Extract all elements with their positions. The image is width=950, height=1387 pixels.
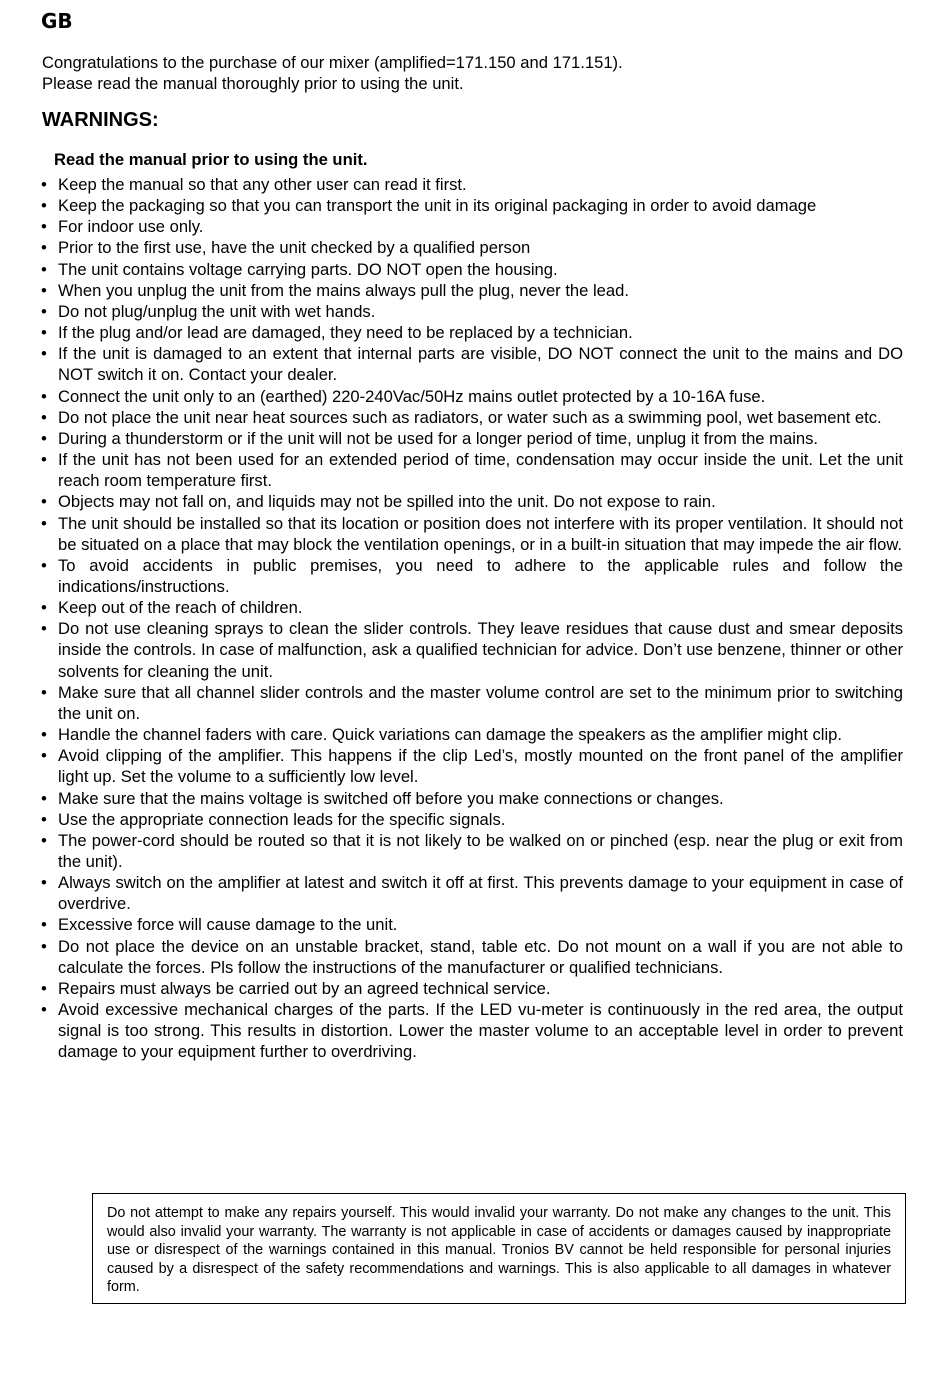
warning-text: Avoid clipping of the amplifier. This happens if the clip Led’s, mostly mounted on the front panel of the amplifier light up. Set the volume to a sufficiently low level. (58, 746, 903, 787)
warning-item (0, 618, 950, 681)
warning-item (0, 978, 950, 999)
warning-item (0, 555, 950, 597)
bullet-icon: • (41, 217, 47, 237)
bullet-icon: • (41, 1000, 47, 1020)
warning-item (0, 597, 950, 618)
intro-line: Please read the manual thoroughly prior to using the unit. (42, 74, 464, 94)
warning-text: When you unplug the unit from the mains always pull the plug, never the lead. (58, 280, 629, 300)
bullet-icon: • (41, 280, 47, 300)
warning-item (0, 386, 950, 407)
warning-item (0, 407, 950, 428)
warning-item (0, 830, 950, 872)
bullet-icon: • (41, 746, 47, 766)
warning-item (0, 745, 950, 787)
warning-text: The power-cord should be routed so that it is not likely to be walked on or pinched (esp. near the plug or exit from the unit). (58, 830, 903, 871)
warning-item (0, 301, 950, 322)
warning-text: Make sure that all channel slider controls and the master volume control are set to the minimum prior to switching the unit on. (58, 682, 903, 723)
bullet-icon: • (41, 196, 47, 216)
bullet-icon: • (41, 555, 47, 575)
warning-item (0, 174, 950, 195)
warning-item (0, 195, 950, 216)
warning-text: Do not use cleaning sprays to clean the slider controls. They leave residues that cause dust and smear deposits inside the controls. In case of malfunction, ask a qualified technician for advice. Don’t use benzene, thinner or other solvents for cleaning the unit. (58, 619, 903, 681)
warning-text: Connect the unit only to an (earthed) 220-240Vac/50Hz mains outlet protected by a 10-16A fuse. (58, 386, 766, 406)
bullet-icon: • (41, 513, 47, 533)
bullet-icon: • (41, 809, 47, 829)
warning-text: The unit contains voltage carrying parts. DO NOT open the housing. (58, 259, 558, 279)
bullet-icon: • (41, 682, 47, 702)
warning-item (0, 237, 950, 258)
warning-text: Make sure that the mains voltage is switched off before you make connections or changes. (58, 788, 724, 808)
bullet-icon: • (41, 978, 47, 998)
warning-item (0, 491, 950, 512)
bullet-icon: • (41, 598, 47, 618)
warning-text: Objects may not fall on, and liquids may not be spilled into the unit. Do not expose to rain. (58, 492, 716, 512)
intro-text (42, 52, 902, 95)
warnings-heading: WARNINGS: (42, 109, 159, 131)
warning-item (0, 428, 950, 449)
bullet-icon: • (41, 259, 47, 279)
warning-text: Do not place the unit near heat sources such as radiators, or water such as a swimming pool, wet basement etc. (58, 407, 882, 427)
warning-item (0, 322, 950, 343)
bullet-icon: • (41, 450, 47, 470)
bullet-icon: • (41, 492, 47, 512)
warning-text: Handle the channel faders with care. Quick variations can damage the speakers as the amplifier might clip. (58, 725, 842, 745)
warning-text: Do not place the device on an unstable bracket, stand, table etc. Do not mount on a wall if you are not able to calculate the forces. Pls follow the instructions of the manufacturer or qualified technicians. (58, 936, 903, 977)
warning-text: During a thunderstorm or if the unit will not be used for a longer period of time, unplug it from the mains. (58, 428, 819, 448)
warning-item (0, 280, 950, 301)
bullet-icon: • (41, 301, 47, 321)
warning-item (0, 872, 950, 914)
warning-item (0, 216, 950, 237)
warning-text: Prior to the first use, have the unit checked by a qualified person (58, 238, 531, 258)
bullet-icon: • (41, 323, 47, 343)
bullet-icon: • (41, 175, 47, 194)
warning-text: Keep the packaging so that you can transport the unit in its original packaging in order to avoid damage (58, 196, 817, 216)
warning-text: If the plug and/or lead are damaged, they need to be replaced by a technician. (58, 323, 633, 343)
bullet-icon: • (41, 788, 47, 808)
bullet-icon: • (41, 386, 47, 406)
warning-text: For indoor use only. (58, 217, 204, 237)
warning-item (0, 788, 950, 809)
warning-text: Repairs must always be carried out by an agreed technical service. (58, 978, 551, 998)
warning-text: Keep the manual so that any other user can read it first. (58, 175, 467, 194)
warning-text: Do not plug/unplug the unit with wet hands. (58, 301, 376, 321)
warning-text: If the unit is damaged to an extent that internal parts are visible, DO NOT connect the unit to the mains and DO NOT switch it on. Contact your dealer. (58, 344, 903, 385)
bullet-icon: • (41, 830, 47, 850)
bullet-icon: • (41, 915, 47, 935)
read-manual-notice: Read the manual prior to using the unit. (54, 150, 368, 169)
bullet-icon: • (41, 873, 47, 893)
bullet-icon: • (41, 407, 47, 427)
warning-item (0, 724, 950, 745)
warning-text: Keep out of the reach of children. (58, 598, 303, 618)
bullet-icon: • (41, 936, 47, 956)
warning-item (0, 449, 950, 491)
bullet-icon: • (41, 344, 47, 364)
warning-item (0, 682, 950, 724)
intro-line: Congratulations to the purchase of our mixer (amplified=171.150 and 171.151). (42, 53, 623, 72)
disclaimer-box: Do not attempt to make any repairs yourself. This would invalid your warranty. Do not make any changes to the unit. This would also invalid your warranty. The warranty is not applicable in case of accidents or damages caused by inappropriate use or disrespect of the warnings contained in this manual. Tronios BV cannot be held responsible for personal injuries caused by a disrespect of the safety recommendations and warnings. This is also applicable to all damages in whatever form. (92, 1193, 906, 1304)
warning-item (0, 914, 950, 935)
warning-item (0, 343, 950, 385)
warning-text: Always switch on the amplifier at latest and switch it off at first. This prevents damage to your equipment in case of overdrive. (58, 873, 903, 914)
warning-text: The unit should be installed so that its location or position does not interfere with its proper ventilation. It should not be situated on a place that may block the ventilation openings, or in a built-in situation that may impede the air flow. (58, 513, 903, 554)
warning-text: If the unit has not been used for an extended period of time, condensation may occur inside the unit. Let the unit reach room temperature first. (58, 450, 903, 491)
bullet-icon: • (41, 619, 47, 639)
warning-text: Use the appropriate connection leads for the specific signals. (58, 809, 506, 829)
warning-item (0, 936, 950, 978)
bullet-icon: • (41, 725, 47, 745)
warning-text: Avoid excessive mechanical charges of the parts. If the LED vu-meter is continuously in the red area, the output signal is too strong. This results in distortion. Lower the master volume to an acceptable level in order to prevent damage to your equipment further to overdriving. (58, 1000, 903, 1062)
bullet-icon: • (41, 238, 47, 258)
language-tag: GB (41, 9, 73, 33)
warning-text: Excessive force will cause damage to the unit. (58, 915, 398, 935)
warning-item (0, 259, 950, 280)
bullet-icon: • (41, 428, 47, 448)
warnings-list (0, 174, 950, 1063)
warning-item (0, 999, 950, 1062)
warning-item (0, 809, 950, 830)
warning-item (0, 513, 950, 555)
warning-text: To avoid accidents in public premises, you need to adhere to the applicable rules and follow the indications/instructions. (58, 555, 903, 596)
